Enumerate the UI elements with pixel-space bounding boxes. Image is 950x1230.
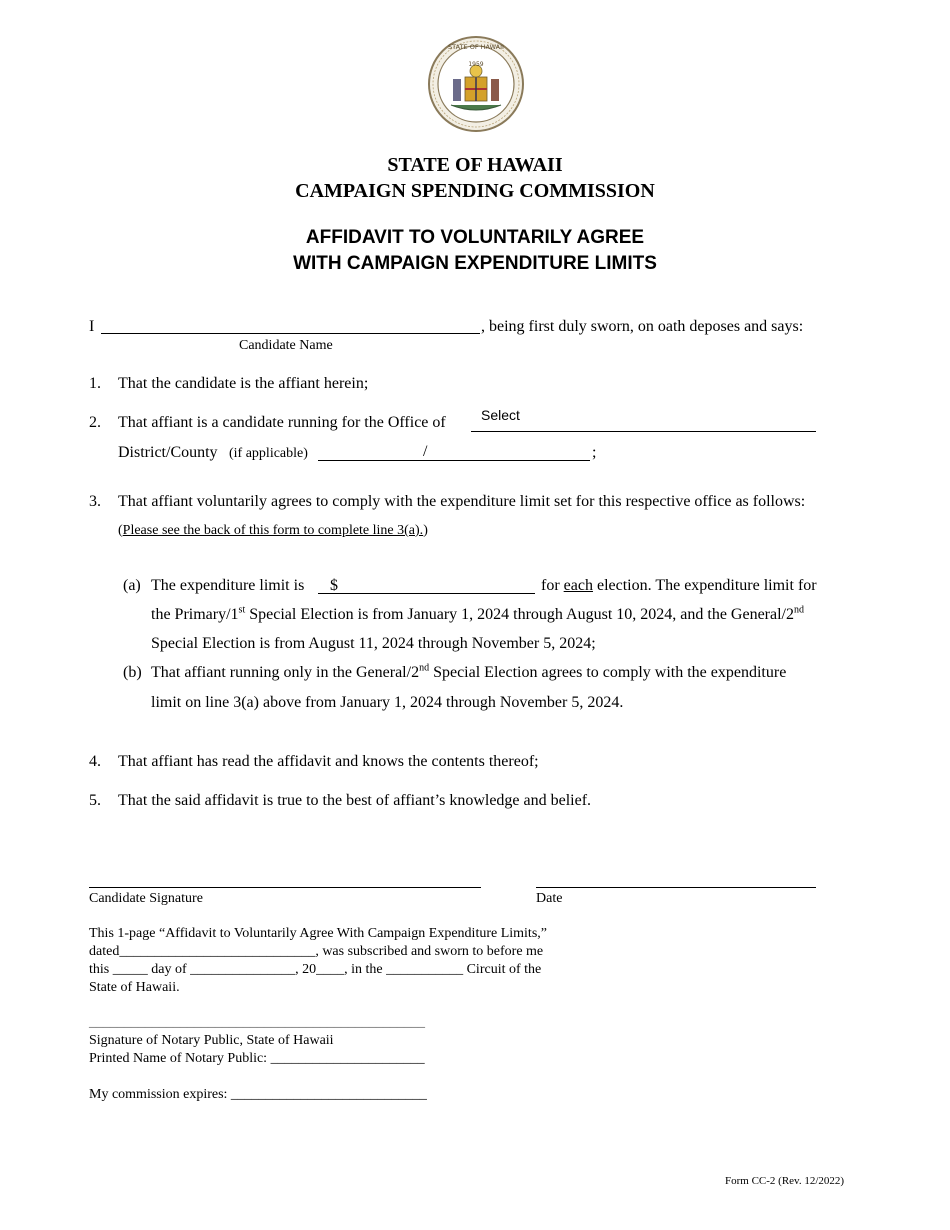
item3-number: 3. <box>89 493 101 510</box>
item3b-label: (b) <box>123 664 142 681</box>
dollar-sign: $ <box>330 577 338 594</box>
item2-text: That affiant is a candidate running for the Office of <box>118 414 446 431</box>
district-line <box>318 460 590 461</box>
item4-number: 4. <box>89 753 101 770</box>
candidate-signature-line <box>89 887 481 888</box>
district-field[interactable] <box>318 444 420 460</box>
candidate-signature-field[interactable] <box>89 865 481 886</box>
item3a-text2: the Primary/1st Special Election is from January 1, 2024 through August 10, 2024, and the General/2nd <box>151 604 804 623</box>
item2-number: 2. <box>89 414 101 431</box>
item1-number: 1. <box>89 375 101 392</box>
intro-suffix: , being first duly sworn, on oath deposes and says: <box>481 318 804 335</box>
office-select[interactable]: Select <box>481 407 520 423</box>
svg-text:1959: 1959 <box>468 61 484 68</box>
item3b-text1: That affiant running only in the General/2nd Special Election agrees to comply with the expenditure <box>151 662 787 681</box>
item3a-label: (a) <box>123 577 141 594</box>
form-number: Form CC-2 (Rev. 12/2022) <box>725 1175 845 1187</box>
item5-text: That the said affidavit is true to the best of affiant’s knowledge and belief. <box>118 792 592 809</box>
seal-icon <box>427 35 525 133</box>
header-state: STATE OF HAWAII <box>387 154 563 176</box>
district-label: District/County <box>118 444 218 461</box>
header-commission: CAMPAIGN SPENDING COMMISSION <box>295 180 655 202</box>
item3b-text2: limit on line 3(a) above from January 1, 2024 through November 5, 2024. <box>151 694 624 711</box>
item3a-text3: Special Election is from August 11, 2024 through November 5, 2024; <box>151 635 596 652</box>
notary-signature-line: ________________________________________________ <box>89 1015 425 1030</box>
notary-commission-expires: My commission expires: ____________________________ <box>89 1087 427 1102</box>
notary-text-line2: dated____________________________, was subscribed and sworn to before me <box>89 944 544 959</box>
district-if-applicable: (if applicable) <box>229 446 308 461</box>
form-title-line2: WITH CAMPAIGN EXPENDITURE LIMITS <box>293 253 657 274</box>
candidate-signature-label: Candidate Signature <box>89 891 203 906</box>
item3-note: (Please see the back of this form to complete line 3(a).) <box>118 523 428 538</box>
date-line <box>536 887 816 888</box>
candidate-name-field[interactable] <box>103 316 478 334</box>
item3-text: That affiant voluntarily agrees to comply with the expenditure limit set for this respective office as follows: <box>118 493 806 510</box>
date-field[interactable] <box>536 865 816 886</box>
office-line <box>471 431 816 432</box>
svg-text:STATE OF HAWAII: STATE OF HAWAII <box>448 43 504 51</box>
expenditure-limit-field[interactable] <box>344 576 533 593</box>
date-label: Date <box>536 891 563 906</box>
notary-signature-label: Signature of Notary Public, State of Hawaii <box>89 1033 334 1048</box>
item5-number: 5. <box>89 792 101 809</box>
notary-text-line1: This 1-page “Affidavit to Voluntarily Agree With Campaign Expenditure Limits,” <box>89 926 547 941</box>
district-slash: / <box>423 443 428 460</box>
expenditure-limit-line <box>318 593 535 594</box>
candidate-name-caption: Candidate Name <box>239 338 333 353</box>
county-field[interactable] <box>436 444 588 460</box>
item3a-text1: The expenditure limit is <box>151 577 305 594</box>
notary-text-line3: this _____ day of _______________, 20____, in the ___________ Circuit of the <box>89 962 542 977</box>
district-end: ; <box>592 444 597 461</box>
item1-text: That the candidate is the affiant herein; <box>118 375 369 392</box>
notary-text-line4: State of Hawaii. <box>89 980 180 995</box>
state-seal <box>427 35 525 133</box>
notary-printed-name: Printed Name of Notary Public: ______________________ <box>89 1051 425 1066</box>
intro-prefix: I <box>89 318 95 335</box>
item4-text: That affiant has read the affidavit and knows the contents thereof; <box>118 753 539 770</box>
item3a-text1b: for each election. The expenditure limit for <box>541 577 817 594</box>
form-title-line1: AFFIDAVIT TO VOLUNTARILY AGREE <box>305 227 645 248</box>
